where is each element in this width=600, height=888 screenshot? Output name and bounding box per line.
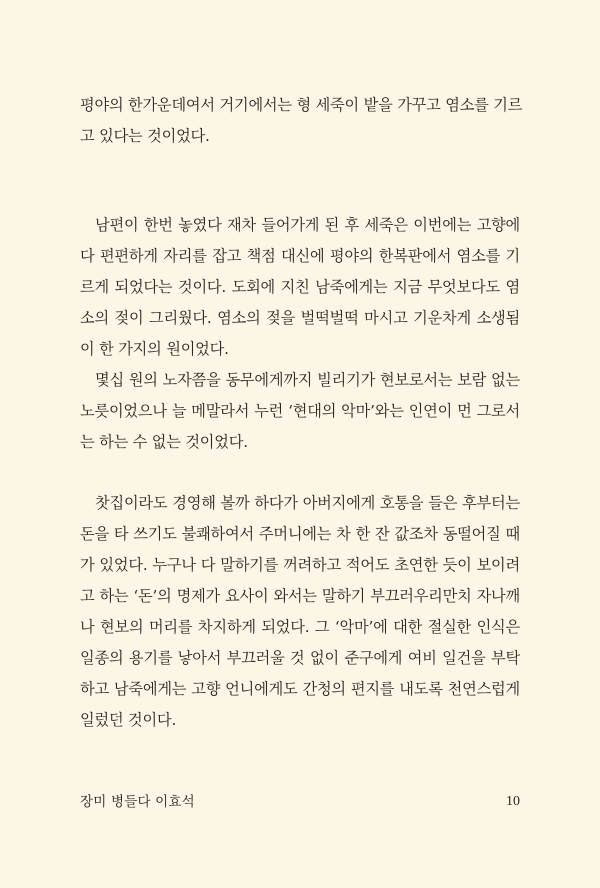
text-line: 다 편편하게 자리를 잡고 책점 대신에 평야의 한복판에서 염소를 기 <box>80 247 520 265</box>
running-footer-title: 장미 병들다 이효석 <box>80 794 195 810</box>
paragraph-2 <box>80 210 520 365</box>
paragraph-3 <box>80 365 520 458</box>
text-line: 일렀던 것이다. <box>80 711 177 729</box>
text-line: 평야의 한가운데여서 거기에서는 형 세죽이 밭을 가꾸고 염소를 기르 <box>80 96 523 114</box>
text-line: 고 있다는 것이었다. <box>80 127 210 145</box>
paragraph-4 <box>80 488 520 736</box>
text-line: 는 하는 수 없는 것이었다. <box>80 433 248 451</box>
text-line: 가 있었다. 누구나 다 말하기를 꺼려하고 적어도 초연한 듯이 보이려 <box>80 556 520 574</box>
page-number: 10 <box>506 794 520 809</box>
text-line: 노릇이었으나 늘 메말라서 누런 ‘현대의 악마’와는 인연이 먼 그로서 <box>80 402 520 420</box>
text-line: 소의 젖이 그리웠다. 염소의 젖을 벌떡벌떡 마시고 기운차게 소생됨 <box>80 309 520 327</box>
text-line: 일종의 용기를 낳아서 부끄러울 것 없이 준구에게 여비 일건을 부탁 <box>80 649 520 667</box>
text-line: 돈을 타 쓰기도 불쾌하여서 주머니에는 차 한 잔 값조차 동떨어질 때 <box>80 525 520 543</box>
text-line: 찻집이라도 경영해 볼까 하다가 아버지에게 호통을 들은 후부터는 <box>95 494 520 512</box>
text-line: 남편이 한번 놓였다 재차 들어가게 된 후 세죽은 이번에는 고향에 <box>95 216 520 234</box>
text-line: 몇십 원의 노자쯤을 동무에게까지 빌리기가 현보로서는 보람 없는 <box>95 371 520 389</box>
text-line: 나 현보의 머리를 차지하게 되었다. 그 ‘악마’에 대한 절실한 인식은 <box>80 618 520 636</box>
text-line: 고 하는 ‘돈’의 명제가 요사이 와서는 말하기 부끄러우리만치 자나깨 <box>80 587 520 605</box>
text-line: 르게 되었다는 것이다. 도회에 지친 남죽에게는 지금 무엇보다도 염 <box>80 278 520 296</box>
paragraph-1 <box>80 90 523 152</box>
text-line: 이 한 가지의 원이었다. <box>80 340 229 358</box>
text-line: 하고 남죽에게는 고향 언니에게도 간청의 편지를 내도록 천연스럽게 <box>80 680 520 698</box>
